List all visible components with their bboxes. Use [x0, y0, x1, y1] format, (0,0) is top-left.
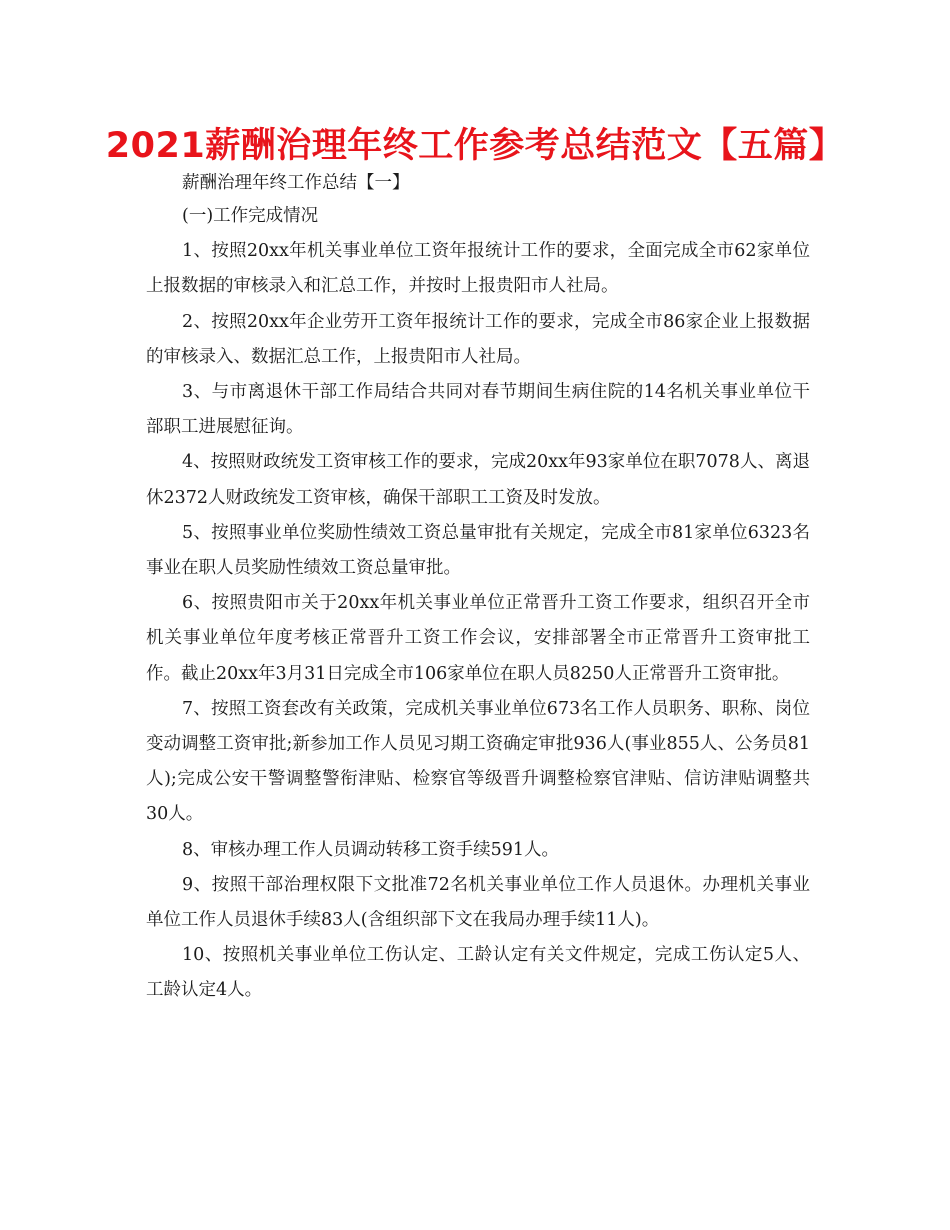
paragraph-8: 8、审核办理工作人员调动转移工资手续591人。 — [182, 839, 560, 860]
paragraph-6: 6、按照贵阳市关于20xx年机关事业单位正常晋升工资工作要求，组织召开全市机关事业单位年度考核正常晋升工资工作会议，安排部署全市正常晋升工资审批工作。截止20xx年3月31日完成全市106家单位在职人员8250人正常晋升工资审批。 — [146, 593, 810, 684]
section-heading: (一)工作完成情况 — [182, 206, 319, 226]
paragraph-2: 2、按照20xx年企业劳开工资年报统计工作的要求，完成全市86家企业上报数据的审核录入、数据汇总工作，上报贵阳市人社局。 — [146, 311, 810, 367]
paragraph-3: 3、与市离退休干部工作局结合共同对春节期间生病住院的14名机关事业单位干部职工进展慰征询。 — [146, 382, 810, 438]
paragraph-7: 7、按照工资套改有关政策，完成机关事业单位673名工作人员职务、职称、岗位变动调整工资审批;新参加工作人员见习期工资确定审批936人(事业855人、公务员81人);完成公安干警调整警衔津贴、检察官等级晋升调整检察官津贴、信访津贴调整共30人。 — [146, 698, 810, 825]
paragraph-5: 5、按照事业单位奖励性绩效工资总量审批有关规定，完成全市81家单位6323名事业在职人员奖励性绩效工资总量审批。 — [146, 522, 810, 579]
paragraph-10: 10、按照机关事业单位工伤认定、工龄认定有关文件规定，完成工伤认定5人、工龄认定4人。 — [146, 945, 810, 1001]
document-body — [146, 167, 810, 1009]
section-subtitle: 薪酬治理年终工作总结【一】 — [182, 173, 410, 193]
paragraph-9: 9、按照干部治理权限下文批准72名机关事业单位工作人员退休。办理机关事业单位工作人员退休手续83人(含组织部下文在我局办理手续11人)。 — [146, 874, 810, 931]
document-title: 2021薪酬治理年终工作参考总结范文【五篇】 — [105, 126, 845, 166]
paragraph-1: 1、按照20xx年机关事业单位工资年报统计工作的要求，全面完成全市62家单位上报数据的审核录入和汇总工作，并按时上报贵阳市人社局。 — [146, 241, 810, 297]
paragraph-4: 4、按照财政统发工资审核工作的要求，完成20xx年93家单位在职7078人、离退休2372人财政统发工资审核，确保干部职工工资及时发放。 — [146, 452, 810, 508]
